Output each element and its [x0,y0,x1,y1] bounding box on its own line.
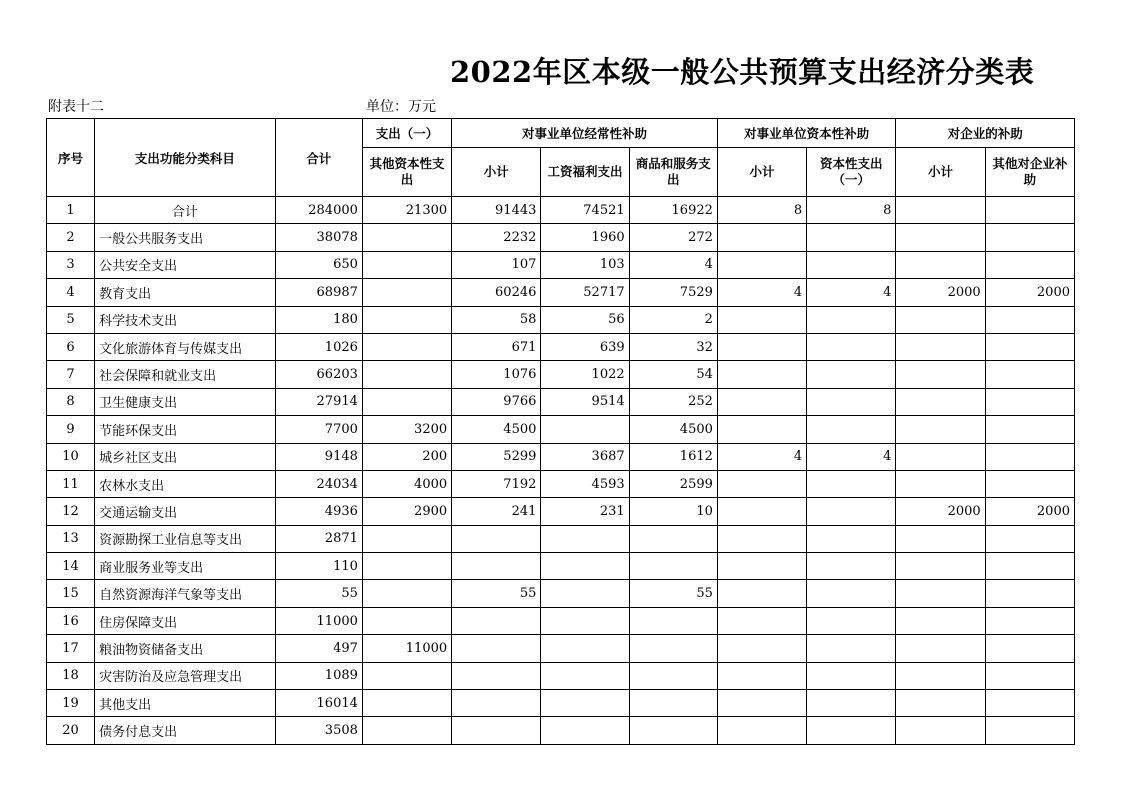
cell-c1 [362,224,451,251]
cell-c1 [362,607,451,634]
cell-c7: 2000 [896,498,985,525]
cell-c4: 55 [629,580,717,607]
header-total: 合计 [275,119,362,197]
cell-c2 [452,635,541,662]
row-category: 文化旅游体育与传媒支出 [95,333,276,360]
cell-total: 27914 [275,388,362,415]
cell-c4 [629,717,717,744]
cell-c6 [807,635,896,662]
cell-c4: 4 [629,251,717,278]
cell-c3: 9514 [541,388,629,415]
cell-c3 [541,635,629,662]
table-row [47,306,1075,333]
cell-c5 [717,333,806,360]
cell-total: 24034 [275,470,362,497]
table-row [47,607,1075,634]
cell-c7 [896,197,985,224]
header-group-capital-subsidy: 对事业单位资本性补助 [717,119,896,148]
cell-c7 [896,717,985,744]
cell-c5 [717,470,806,497]
cell-c4: 54 [629,361,717,388]
cell-c2: 107 [452,251,541,278]
cell-c1 [362,333,451,360]
cell-c7 [896,525,985,552]
subheader-goods-services: 商品和服务支出 [629,148,717,197]
cell-c8 [985,580,1074,607]
row-seq: 1 [47,197,95,224]
subheader-subtotal: 小计 [896,148,985,197]
cell-c6 [807,662,896,689]
row-seq: 13 [47,525,95,552]
cell-total: 66203 [275,361,362,388]
table-row [47,361,1075,388]
cell-total: 180 [275,306,362,333]
cell-c5 [717,498,806,525]
cell-c8 [985,388,1074,415]
cell-c3: 639 [541,333,629,360]
cell-c5 [717,224,806,251]
cell-c2: 4500 [452,416,541,443]
cell-c1 [362,525,451,552]
cell-c2: 7192 [452,470,541,497]
subheader-other-enterprise: 其他对企业补助 [985,148,1074,197]
row-seq: 8 [47,388,95,415]
cell-c1 [362,580,451,607]
cell-c7 [896,333,985,360]
cell-c4 [629,607,717,634]
cell-c1 [362,388,451,415]
row-category: 自然资源海洋气象等支出 [95,580,276,607]
cell-c3: 231 [541,498,629,525]
cell-c5 [717,635,806,662]
cell-c6 [807,333,896,360]
cell-c2 [452,690,541,717]
cell-c2 [452,553,541,580]
cell-c5 [717,690,806,717]
cell-c8 [985,717,1074,744]
cell-c6 [807,717,896,744]
row-category: 住房保障支出 [95,607,276,634]
cell-c5 [717,662,806,689]
cell-c8 [985,306,1074,333]
cell-total: 68987 [275,279,362,306]
cell-c1: 2900 [362,498,451,525]
cell-c7 [896,635,985,662]
row-category: 科学技术支出 [95,306,276,333]
table-row [47,635,1075,662]
cell-c8 [985,416,1074,443]
cell-c6: 8 [807,197,896,224]
row-seq: 5 [47,306,95,333]
row-seq: 2 [47,224,95,251]
cell-c4 [629,635,717,662]
cell-total: 16014 [275,690,362,717]
cell-c2: 1076 [452,361,541,388]
page-title: 2022年区本级一般公共预算支出经济分类表 [450,55,1035,89]
cell-c6 [807,470,896,497]
cell-c8 [985,553,1074,580]
row-category: 节能环保支出 [95,416,276,443]
table-row [47,333,1075,360]
cell-c6 [807,224,896,251]
cell-c5: 4 [717,443,806,470]
cell-c6 [807,306,896,333]
cell-c4: 2 [629,306,717,333]
cell-c5 [717,388,806,415]
subheader-subtotal: 小计 [717,148,806,197]
cell-c2 [452,662,541,689]
header-group-enterprise-subsidy: 对企业的补助 [896,119,1075,148]
row-seq: 10 [47,443,95,470]
appendix-label: 附表十二 [48,99,104,115]
cell-c5: 4 [717,279,806,306]
cell-c4: 1612 [629,443,717,470]
cell-c1 [362,361,451,388]
cell-c2: 60246 [452,279,541,306]
table-row [47,279,1075,306]
row-category: 一般公共服务支出 [95,224,276,251]
cell-c8 [985,333,1074,360]
cell-c6 [807,580,896,607]
table-row [47,690,1075,717]
cell-c4: 4500 [629,416,717,443]
row-seq: 7 [47,361,95,388]
cell-c8: 2000 [985,498,1074,525]
table-row [47,525,1075,552]
cell-total: 284000 [275,197,362,224]
cell-c6 [807,607,896,634]
cell-c2: 241 [452,498,541,525]
cell-c7 [896,662,985,689]
row-category: 卫生健康支出 [95,388,276,415]
cell-c8 [985,635,1074,662]
header-seq: 序号 [47,119,95,197]
table-row [47,251,1075,278]
cell-c8 [985,224,1074,251]
table-row [47,388,1075,415]
row-category: 交通运输支出 [95,498,276,525]
cell-c4: 2599 [629,470,717,497]
cell-c2: 9766 [452,388,541,415]
budget-table [46,118,1075,745]
cell-c7: 2000 [896,279,985,306]
cell-c7 [896,553,985,580]
cell-c3: 74521 [541,197,629,224]
cell-c2: 2232 [452,224,541,251]
cell-c3 [541,662,629,689]
cell-c4 [629,662,717,689]
row-seq: 15 [47,580,95,607]
cell-c5 [717,607,806,634]
header-category: 支出功能分类科目 [95,119,276,197]
cell-total: 110 [275,553,362,580]
cell-c5 [717,306,806,333]
cell-c4 [629,525,717,552]
cell-c4: 7529 [629,279,717,306]
cell-c2: 5299 [452,443,541,470]
cell-c3: 3687 [541,443,629,470]
row-category: 灾害防治及应急管理支出 [95,662,276,689]
cell-c7 [896,388,985,415]
cell-c3: 52717 [541,279,629,306]
table-row [47,224,1075,251]
cell-c7 [896,580,985,607]
cell-c1 [362,690,451,717]
cell-total: 55 [275,580,362,607]
cell-total: 3508 [275,717,362,744]
cell-c8 [985,470,1074,497]
cell-c1: 3200 [362,416,451,443]
cell-c5 [717,251,806,278]
subheader-capital-expense: 资本性支出（一） [807,148,896,197]
cell-c3 [541,553,629,580]
cell-total: 4936 [275,498,362,525]
cell-total: 650 [275,251,362,278]
row-seq: 18 [47,662,95,689]
cell-c6 [807,361,896,388]
table-row [47,498,1075,525]
cell-c3 [541,607,629,634]
cell-c6 [807,553,896,580]
row-category: 粮油物资储备支出 [95,635,276,662]
cell-c3 [541,416,629,443]
cell-c5 [717,525,806,552]
row-seq: 9 [47,416,95,443]
cell-c4: 10 [629,498,717,525]
table-row [47,580,1075,607]
row-seq: 19 [47,690,95,717]
row-category: 其他支出 [95,690,276,717]
cell-c8 [985,662,1074,689]
cell-c2: 671 [452,333,541,360]
cell-c8: 2000 [985,279,1074,306]
cell-c4: 272 [629,224,717,251]
cell-c6 [807,416,896,443]
cell-c1 [362,251,451,278]
table-row [47,197,1075,224]
cell-c7 [896,470,985,497]
cell-c1: 21300 [362,197,451,224]
cell-c7 [896,361,985,388]
cell-c4 [629,690,717,717]
cell-c2: 91443 [452,197,541,224]
cell-c1 [362,717,451,744]
cell-c6: 4 [807,279,896,306]
row-category: 资源勘探工业信息等支出 [95,525,276,552]
table-row [47,662,1075,689]
cell-c5: 8 [717,197,806,224]
header-group-operating-subsidy: 对事业单位经常性补助 [452,119,718,148]
cell-c3 [541,580,629,607]
cell-c5 [717,416,806,443]
subheader-subtotal: 小计 [452,148,541,197]
row-category: 合计 [95,197,276,224]
table-row [47,717,1075,744]
cell-c5 [717,361,806,388]
cell-c7 [896,224,985,251]
cell-c2: 58 [452,306,541,333]
cell-c7 [896,443,985,470]
cell-total: 1089 [275,662,362,689]
cell-c2 [452,525,541,552]
row-seq: 12 [47,498,95,525]
cell-c8 [985,607,1074,634]
cell-c7 [896,607,985,634]
unit-label: 单位：万元 [366,99,436,115]
cell-c2: 55 [452,580,541,607]
cell-c8 [985,361,1074,388]
cell-c7 [896,306,985,333]
cell-c1: 200 [362,443,451,470]
cell-c3: 1960 [541,224,629,251]
table-row [47,553,1075,580]
cell-c5 [717,717,806,744]
table-row [47,470,1075,497]
row-category: 商业服务业等支出 [95,553,276,580]
table-row [47,443,1075,470]
header-group-expense: 支出（一） [362,119,451,148]
row-seq: 14 [47,553,95,580]
cell-total: 1026 [275,333,362,360]
table-row [47,416,1075,443]
cell-c4 [629,553,717,580]
cell-c6 [807,525,896,552]
cell-c1 [362,279,451,306]
cell-c4: 32 [629,333,717,360]
cell-c4: 252 [629,388,717,415]
cell-c1 [362,553,451,580]
cell-c4: 16922 [629,197,717,224]
row-category: 公共安全支出 [95,251,276,278]
row-category: 农林水支出 [95,470,276,497]
cell-c8 [985,251,1074,278]
cell-c6 [807,388,896,415]
row-seq: 4 [47,279,95,306]
cell-c8 [985,197,1074,224]
cell-c6 [807,498,896,525]
cell-c3: 103 [541,251,629,278]
row-seq: 16 [47,607,95,634]
row-seq: 3 [47,251,95,278]
cell-c1 [362,306,451,333]
cell-c8 [985,443,1074,470]
cell-c8 [985,690,1074,717]
cell-c3 [541,717,629,744]
cell-c2 [452,717,541,744]
cell-c1: 11000 [362,635,451,662]
cell-total: 11000 [275,607,362,634]
row-category: 债务付息支出 [95,717,276,744]
cell-c8 [985,525,1074,552]
subheader-other-capital: 其他资本性支出 [362,148,451,197]
cell-c3: 56 [541,306,629,333]
row-category: 教育支出 [95,279,276,306]
cell-c1: 4000 [362,470,451,497]
cell-c3 [541,525,629,552]
row-seq: 17 [47,635,95,662]
cell-c7 [896,251,985,278]
cell-c5 [717,553,806,580]
cell-c5 [717,580,806,607]
cell-c6: 4 [807,443,896,470]
cell-c1 [362,662,451,689]
cell-c3 [541,690,629,717]
cell-total: 2871 [275,525,362,552]
row-seq: 11 [47,470,95,497]
cell-c3: 1022 [541,361,629,388]
cell-total: 7700 [275,416,362,443]
row-seq: 20 [47,717,95,744]
subheader-wages: 工资福利支出 [541,148,629,197]
cell-total: 9148 [275,443,362,470]
cell-total: 38078 [275,224,362,251]
cell-c6 [807,251,896,278]
cell-total: 497 [275,635,362,662]
cell-c3: 4593 [541,470,629,497]
cell-c7 [896,690,985,717]
row-category: 城乡社区支出 [95,443,276,470]
cell-c2 [452,607,541,634]
cell-c6 [807,690,896,717]
row-category: 社会保障和就业支出 [95,361,276,388]
row-seq: 6 [47,333,95,360]
cell-c7 [896,416,985,443]
